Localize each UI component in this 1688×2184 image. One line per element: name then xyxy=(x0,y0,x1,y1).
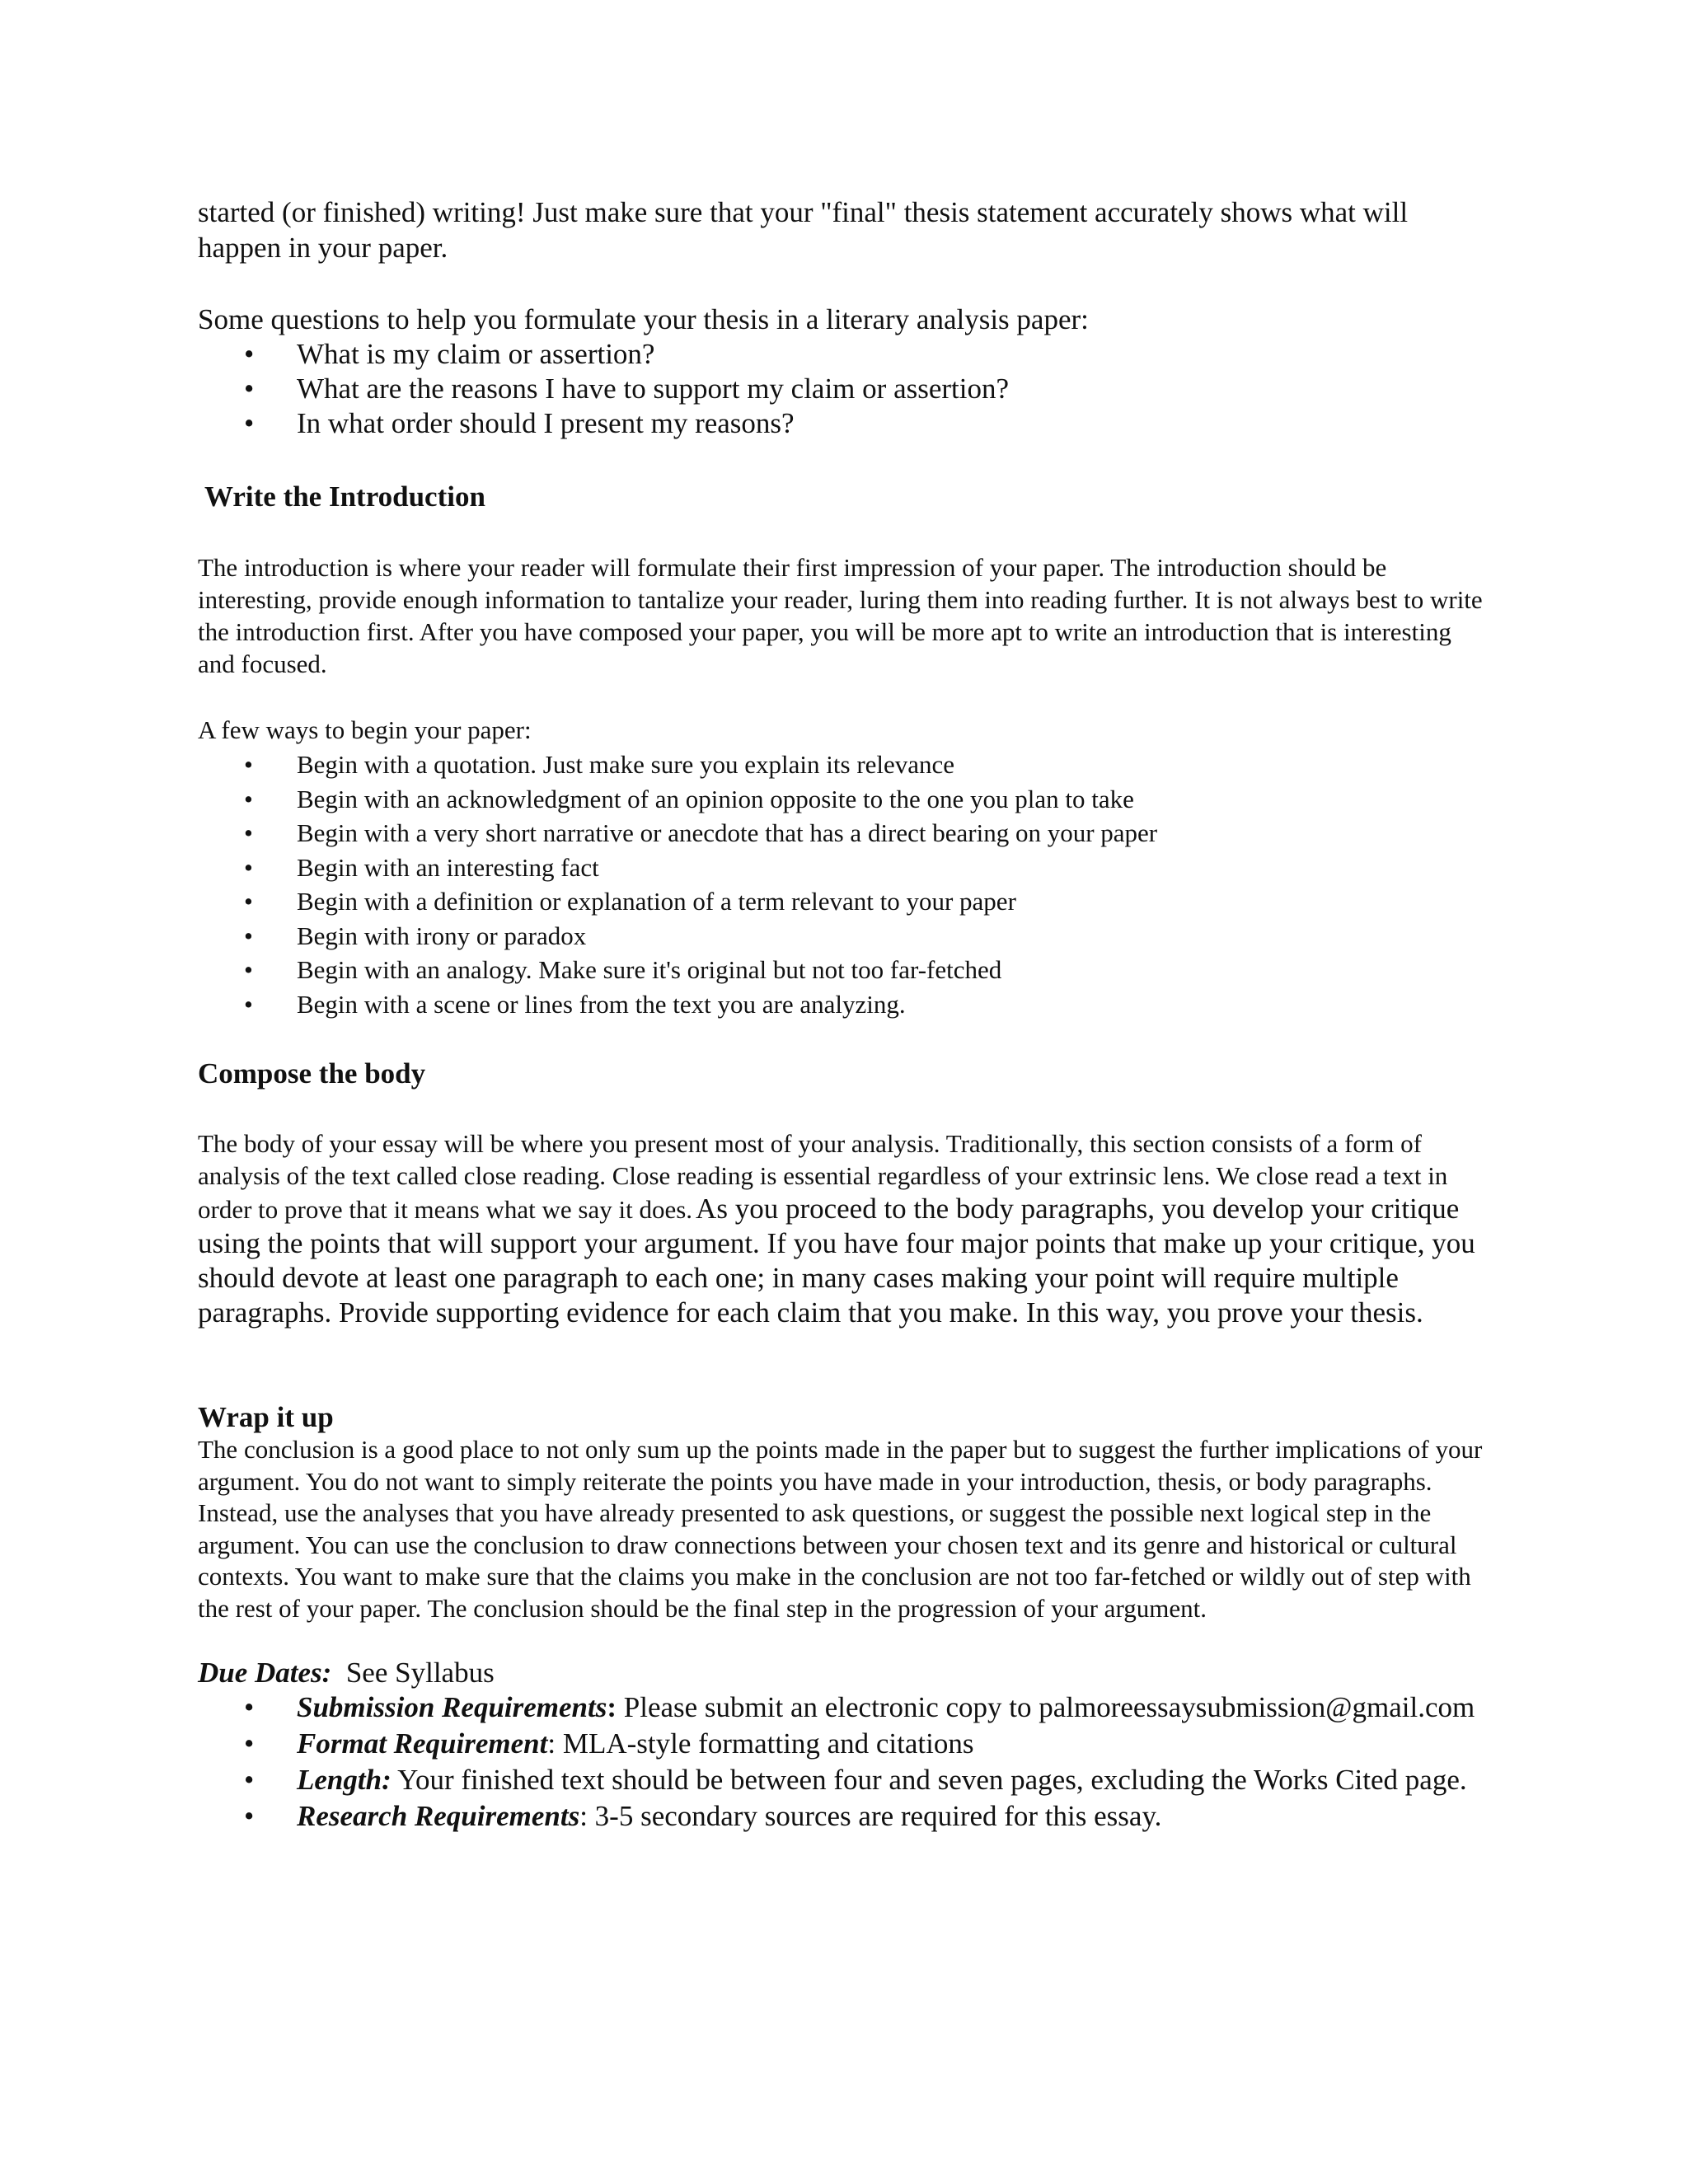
list-item: • Begin with a scene or lines from the text you are analyzing. xyxy=(198,987,1484,1022)
conclusion-paragraph: The conclusion is a good place to not only sum up the points made in the paper but to suggest the further implications of your argument. You do not want to simply reiterate the points you have made in your introduction, thesis, or body paragraphs. Instead, use the analyses that you have already presented to ask questions, or suggest the possible next logical step in the argument. You can use the conclusion to draw connections between your chosen text and its genre and historical or cultural contexts. You want to make sure that the claims you make in the conclusion are not too far-fetched or wildly out of step with the rest of your paper. The conclusion should be the final step in the progression of your argument. xyxy=(198,1435,1483,1623)
bullet-icon: • xyxy=(244,989,253,1019)
list-item: • Begin with irony or paradox xyxy=(198,919,1484,954)
body-paragraph-text: The body of your essay will be where you present most of your analysis. Traditionally, this section consists of a form of analysis of the text called close reading. Close reading is essential regardless of your extrinsic lens. We close read a text in order to prove that it means what we say it does. xyxy=(198,1129,1448,1224)
body-paragraph xyxy=(198,1127,1484,1330)
list-item: • Begin with an interesting fact xyxy=(198,851,1484,885)
list-item: • Begin with an acknowledgment of an opinion opposite to the one you plan to take xyxy=(198,782,1484,817)
ways-list xyxy=(198,748,1484,1021)
list-item: • Begin with a very short narrative or anecdote that has a direct bearing on your paper xyxy=(198,816,1484,851)
bullet-icon: • xyxy=(244,338,255,370)
bullet-icon: • xyxy=(244,784,253,813)
list-item: • Format Requirement: MLA-style formatting and citations xyxy=(244,1727,974,1760)
due-dates-value: See Syllabus xyxy=(345,1657,495,1689)
list-item: • Length: Your finished text should be between four and seven pages, excluding the Works Cited page. xyxy=(244,1764,1467,1796)
requirements-list xyxy=(198,1690,1484,1835)
bullet-icon: • xyxy=(244,818,253,847)
introduction-heading: Write the Introduction xyxy=(204,480,485,513)
bullet-icon: • xyxy=(244,921,253,950)
bullet-icon: • xyxy=(244,1764,255,1796)
list-item: • Begin with an analogy. Make sure it's original but not too far-fetched xyxy=(198,953,1484,987)
bullet-icon: • xyxy=(244,1691,255,1723)
due-dates-label: Due Dates: xyxy=(198,1657,332,1689)
body-heading: Compose the body xyxy=(198,1057,426,1090)
list-item: • In what order should I present my reasons? xyxy=(244,407,795,439)
list-item: • Begin with a quotation. Just make sure you explain its relevance xyxy=(198,748,1484,782)
thesis-questions-list xyxy=(198,337,1484,441)
ways-intro: A few ways to begin your paper: xyxy=(198,715,532,744)
introduction-paragraph: The introduction is where your reader will formulate their first impression of your paper. The introduction should be interesting, provide enough information to tantalize your reader, luring them into reading further. It is not always best to write the introduction first. After you have composed your paper, you will be more apt to write an introduction that is interesting and focused. xyxy=(198,553,1483,678)
bullet-icon: • xyxy=(244,407,255,439)
list-item: • Research Requirements: 3-5 secondary sources are required for this essay. xyxy=(244,1800,1162,1832)
thesis-continuation-paragraph: started (or finished) writing! Just make sure that your "final" thesis statement accurately shows what will happen in your paper. xyxy=(198,196,1409,264)
bullet-icon: • xyxy=(244,750,253,779)
bullet-icon: • xyxy=(244,373,255,405)
list-item: • What is my claim or assertion? xyxy=(244,338,655,370)
body-paragraph-text-large: As you proceed to the body paragraphs, you develop your critique using the points that will support your argument. If you have four major points that make up your critique, you should devote at least one paragraph to each one; in many cases making your point will require multiple paragraphs. Provide supporting evidence for each claim that you make. In this way, you prove your thesis. xyxy=(198,1193,1475,1329)
bullet-icon: • xyxy=(244,852,253,882)
thesis-questions-intro: Some questions to help you formulate your thesis in a literary analysis paper: xyxy=(198,303,1089,335)
bullet-icon: • xyxy=(244,1800,255,1832)
list-item: • Submission Requirements: Please submit an electronic copy to palmoreessaysubmission@gmail.com xyxy=(244,1691,1475,1723)
list-item: • What are the reasons I have to support my claim or assertion? xyxy=(244,373,1010,405)
bullet-icon: • xyxy=(244,887,253,916)
bullet-icon: • xyxy=(244,1727,255,1760)
list-item: • Begin with a definition or explanation of a term relevant to your paper xyxy=(198,884,1484,919)
conclusion-heading: Wrap it up xyxy=(198,1401,334,1433)
due-dates-line xyxy=(198,1656,1484,1690)
bullet-icon: • xyxy=(244,955,253,984)
